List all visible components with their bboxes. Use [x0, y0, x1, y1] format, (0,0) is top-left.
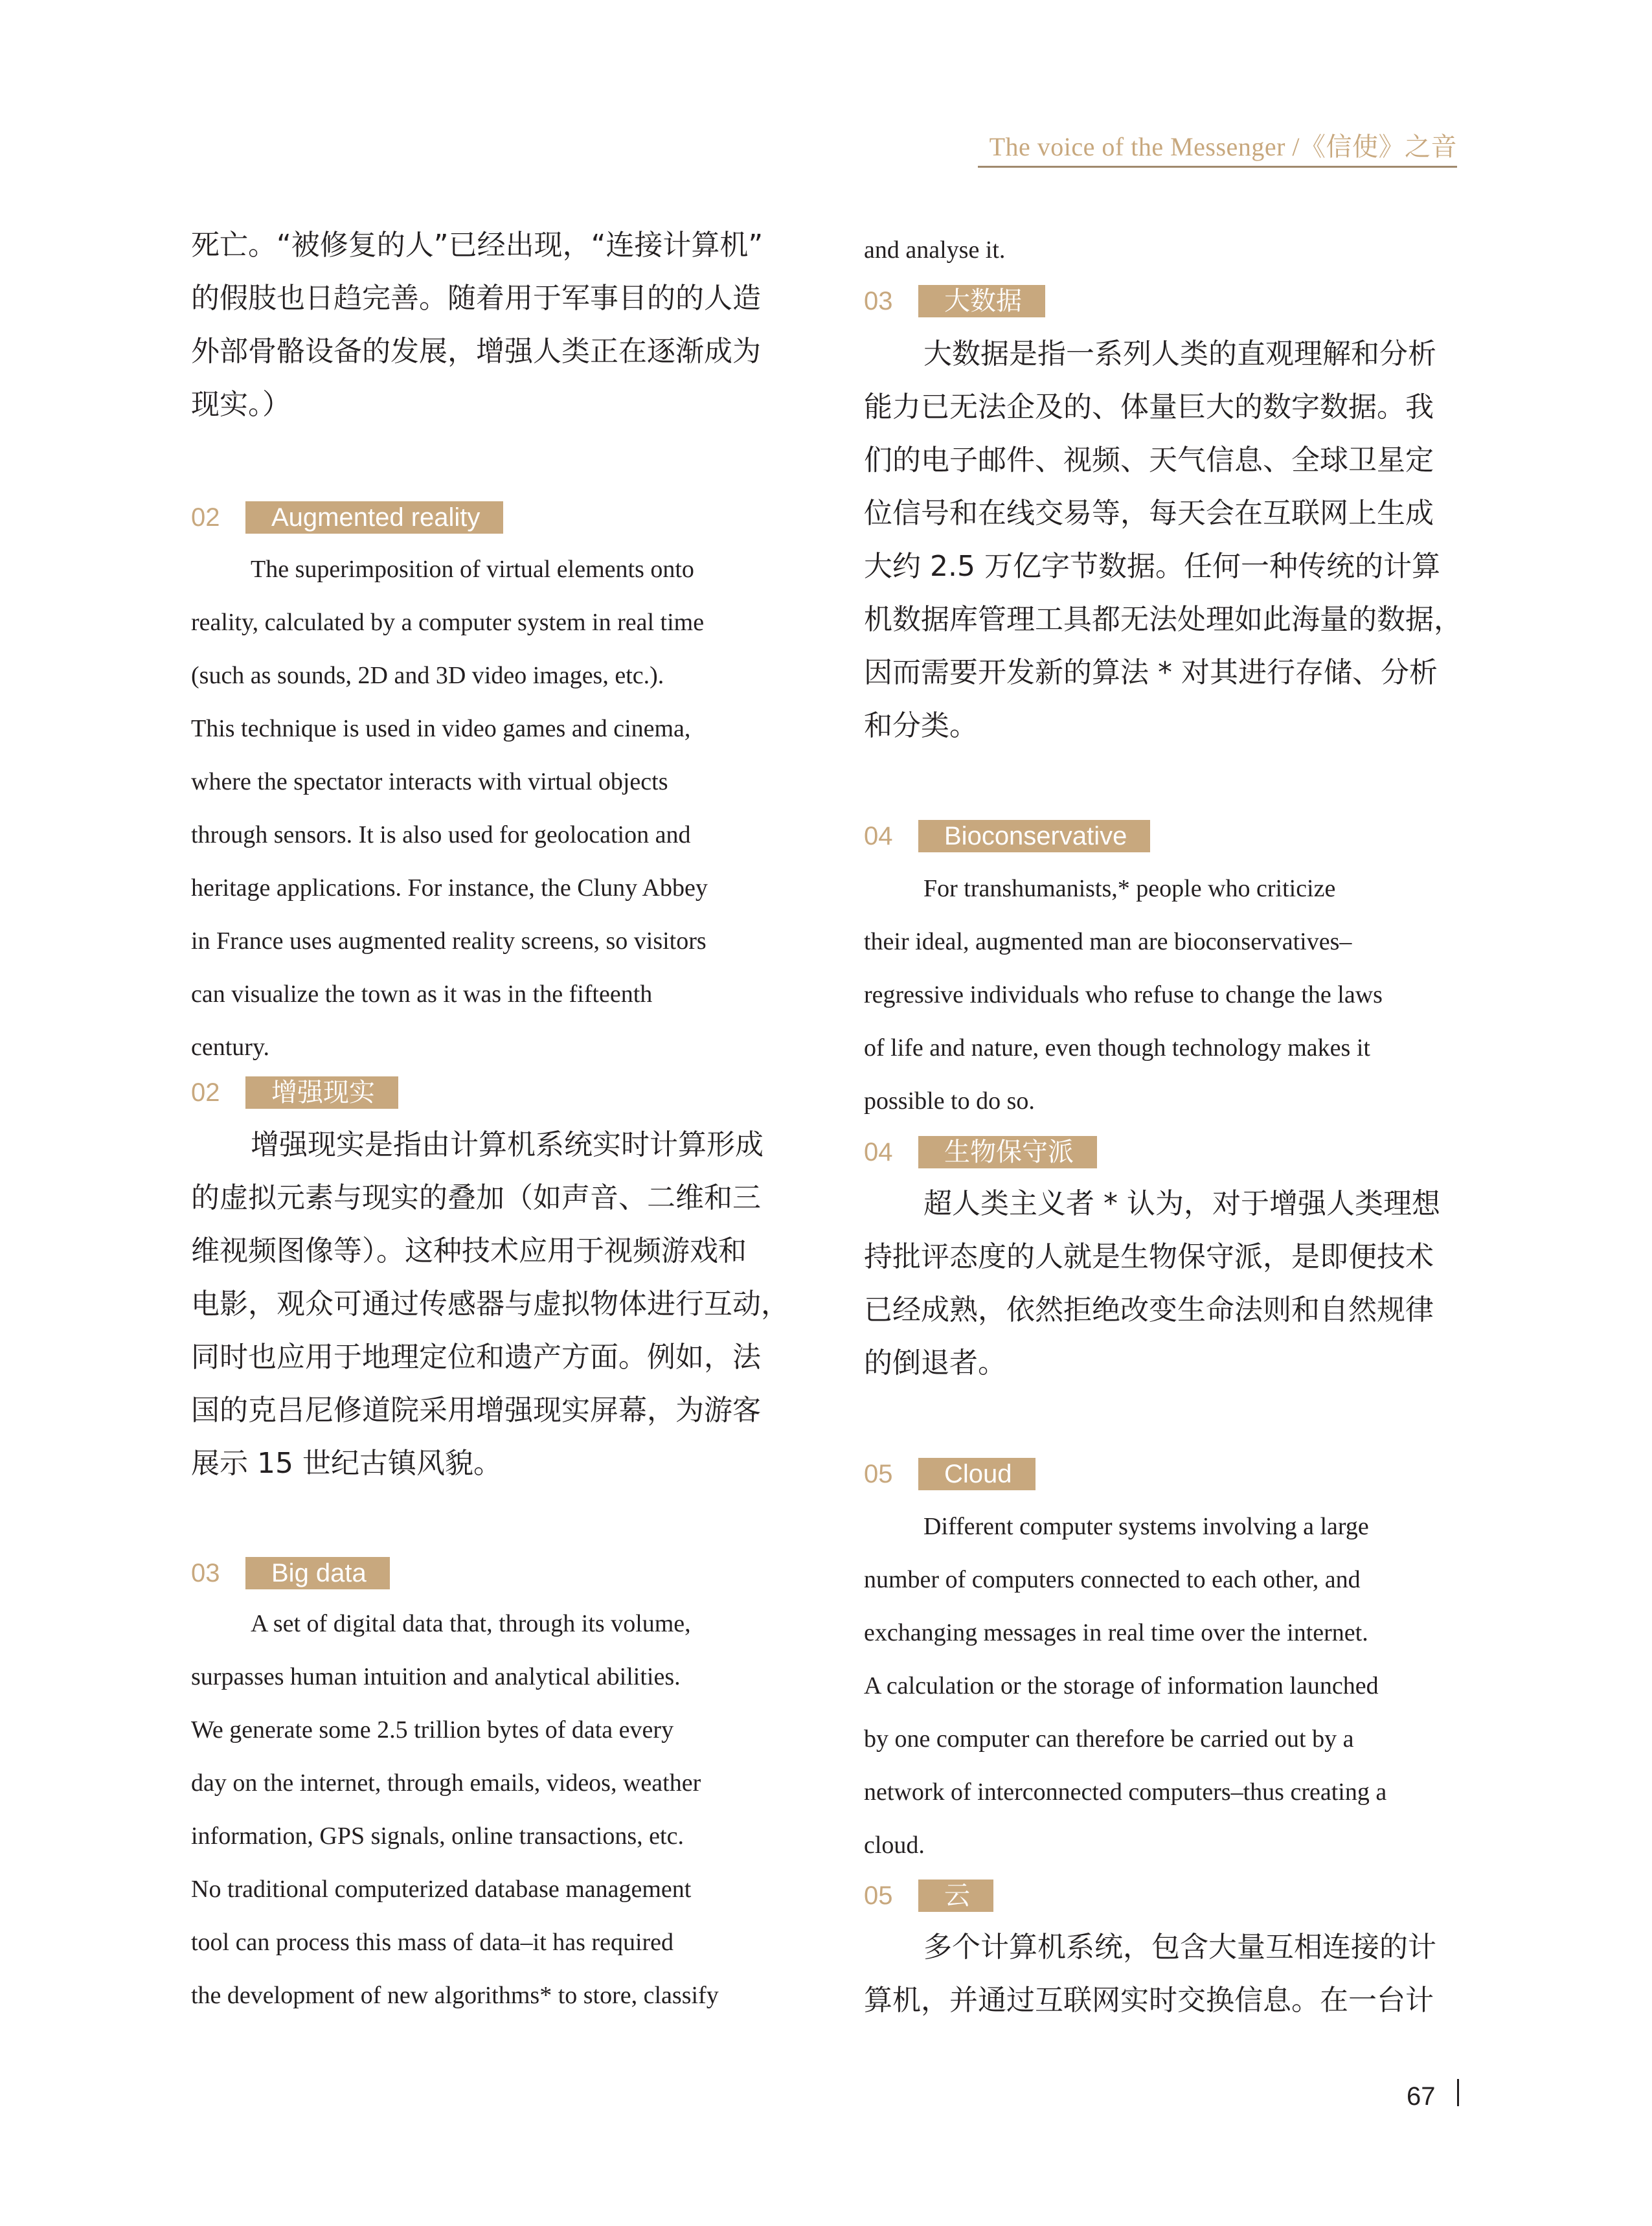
paragraph-line: 的倒退者。 [864, 1346, 1006, 1380]
paragraph-line: (such as sounds, 2D and 3D video images, etc.). [191, 662, 664, 689]
section-cloud-heading [864, 1455, 1469, 1493]
paragraph-line: the development of new algorithms* to store, classify [191, 1982, 719, 2009]
paragraph-line: day on the internet, through emails, videos, weather [191, 1769, 701, 1797]
paragraph-line: A calculation or the storage of information launched [864, 1672, 1379, 1699]
section-number: 05 [864, 1881, 893, 1910]
paragraph-line: and analyse it. [864, 236, 1006, 264]
paragraph-line: 现实。） [191, 388, 291, 421]
paragraph-line: exchanging messages in real time over the internet. [864, 1619, 1368, 1646]
section-augmented-reality-cn-heading [191, 1074, 796, 1111]
paragraph-line: 增强现实是指由计算机系统实时计算形成 [251, 1128, 764, 1161]
section-augmented-reality-cn-text [191, 1119, 796, 1490]
section-augmented-reality-text [191, 543, 796, 1074]
paragraph-text [864, 1500, 1469, 1872]
section-cloud-text [864, 1500, 1469, 1872]
paragraph-line: The superimposition of virtual elements onto [251, 556, 694, 583]
paragraph-line: by one computer can therefore be carried out by a [864, 1725, 1354, 1753]
paragraph-line: 因而需要开发新的算法 * 对其进行存储、分析 [864, 656, 1438, 689]
paragraph-line: 机数据库管理工具都无法处理如此海量的数据， [864, 603, 1462, 636]
section-big-data-text [191, 1597, 796, 2022]
paragraph-text [191, 219, 796, 431]
paragraph-line: tool can process this mass of data–it has required [191, 1929, 674, 1956]
section-title: Big data [245, 1557, 390, 1589]
section-bioconservative-cn-heading [864, 1133, 1469, 1171]
page-number: 67 [1407, 2082, 1436, 2111]
paragraph-text [191, 1597, 796, 2022]
section-cloud-cn-heading [864, 1877, 1469, 1914]
paragraph-line: through sensors. It is also used for geolocation and [191, 821, 691, 848]
section-big-data-cn-text [864, 328, 1469, 753]
paragraph-line: 已经成熟，依然拒绝改变生命法则和自然规律 [864, 1293, 1434, 1326]
section-big-data-cn-heading [864, 282, 1469, 320]
section-number: 02 [191, 503, 220, 532]
section-title: 增强现实 [245, 1076, 398, 1109]
paragraph-line: 展示 15 世纪古镇风貌。 [191, 1447, 502, 1480]
paragraph-line: 多个计算机系统，包含大量互相连接的计 [923, 1931, 1436, 1964]
paragraph-line: century. [191, 1034, 269, 1061]
paragraph-line: This technique is used in video games and cinema, [191, 715, 691, 742]
section-title: Bioconservative [918, 820, 1150, 852]
section-bioconservative-text [864, 862, 1469, 1128]
paragraph-line: possible to do so. [864, 1087, 1035, 1115]
paragraph-line: 大约 2.5 万亿字节数据。任何一种传统的计算 [864, 550, 1440, 583]
paragraph-line: information, GPS signals, online transactions, etc. [191, 1823, 684, 1850]
section-number: 03 [191, 1558, 220, 1587]
section-title: 云 [918, 1880, 993, 1912]
paragraph-line: 位信号和在线交易等，每天会在互联网上生成 [864, 497, 1434, 530]
paragraph-line: 同时也应用于地理定位和遗产方面。例如，法 [191, 1341, 761, 1374]
paragraph-line: cloud. [864, 1832, 925, 1859]
paragraph-line: 算机，并通过互联网实时交换信息。在一台计 [864, 1984, 1434, 2017]
section-title: 生物保守派 [918, 1136, 1097, 1168]
paragraph-line: their ideal, augmented man are bioconservatives– [864, 928, 1352, 955]
section-title: 大数据 [918, 285, 1045, 317]
paragraph-line: regressive individuals who refuse to change the laws [864, 981, 1383, 1008]
paragraph-line: A set of digital data that, through its volume, [251, 1610, 691, 1637]
section-augmented-reality-heading [191, 499, 796, 536]
paragraph-line: For transhumanists,* people who criticize [923, 875, 1336, 902]
section-big-data-tail [864, 223, 1469, 277]
paragraph-line: reality, calculated by a computer system in real time [191, 609, 705, 636]
section-number: 04 [864, 1137, 893, 1166]
paragraph-line: 们的电子邮件、视频、天气信息、全球卫星定 [864, 444, 1434, 477]
intro-cn-paragraph [191, 219, 796, 431]
paragraph-line: can visualize the town as it was in the fifteenth [191, 981, 653, 1008]
section-number: 03 [864, 286, 893, 315]
paragraph-line: Different computer systems involving a large [923, 1513, 1369, 1540]
paragraph-text [864, 328, 1469, 753]
paragraph-line: 外部骨骼设备的发展，增强人类正在逐渐成为 [191, 335, 761, 368]
paragraph-line: number of computers connected to each other, and [864, 1566, 1361, 1593]
section-bioconservative-cn-text [864, 1177, 1469, 1390]
section-cloud-cn-text [864, 1921, 1469, 2027]
paragraph-text [864, 1921, 1469, 2027]
paragraph-line: network of interconnected computers–thus creating a [864, 1778, 1387, 1806]
paragraph-line: 大数据是指一系列人类的直观理解和分析 [923, 337, 1436, 370]
paragraph-line: of life and nature, even though technology makes it [864, 1034, 1370, 1062]
paragraph-line: surpasses human intuition and analytical abilities. [191, 1663, 681, 1690]
section-big-data-heading [191, 1554, 796, 1592]
header-rule [978, 166, 1457, 168]
section-number: 04 [864, 821, 893, 850]
section-title: Cloud [918, 1458, 1035, 1490]
paragraph-line: We generate some 2.5 trillion bytes of data every [191, 1716, 674, 1743]
paragraph-text [191, 1119, 796, 1490]
section-bioconservative-heading [864, 817, 1469, 855]
paragraph-line: 和分类。 [864, 709, 978, 742]
paragraph-line: 电影，观众可通过传感器与虚拟物体进行互动， [191, 1288, 789, 1321]
running-title: The voice of the Messenger /《信使》之音 [989, 132, 1457, 161]
section-number: 02 [191, 1078, 220, 1107]
section-number: 05 [864, 1459, 893, 1488]
paragraph-line: where the spectator interacts with virtual objects [191, 768, 668, 795]
paragraph-line: heritage applications. For instance, the Cluny Abbey [191, 874, 708, 902]
paragraph-line: 的虚拟元素与现实的叠加（如声音、二维和三 [191, 1181, 761, 1214]
paragraph-line: 的假肢也日趋完善。随着用于军事目的的人造 [191, 282, 761, 315]
paragraph-line: No traditional computerized database management [191, 1876, 692, 1903]
section-title: Augmented reality [245, 501, 503, 534]
paragraph-line: 死亡。“被修复的人”已经出现，“连接计算机” [191, 229, 764, 262]
paragraph-line: 超人类主义者 * 认为，对于增强人类理想 [923, 1187, 1440, 1220]
paragraph-text [864, 862, 1469, 1128]
paragraph-text [864, 1177, 1469, 1390]
paragraph-line: 维视频图像等）。这种技术应用于视频游戏和 [191, 1234, 747, 1267]
paragraph-line: 国的克吕尼修道院采用增强现实屏幕，为游客 [191, 1394, 761, 1427]
page-number-divider [1457, 2079, 1459, 2106]
paragraph-line: 持批评态度的人就是生物保守派，是即便技术 [864, 1240, 1434, 1273]
paragraph-text [191, 543, 796, 1074]
paragraph-line: 能力已无法企及的、体量巨大的数字数据。我 [864, 391, 1434, 424]
paragraph-line: in France uses augmented reality screens, so visitors [191, 927, 707, 955]
